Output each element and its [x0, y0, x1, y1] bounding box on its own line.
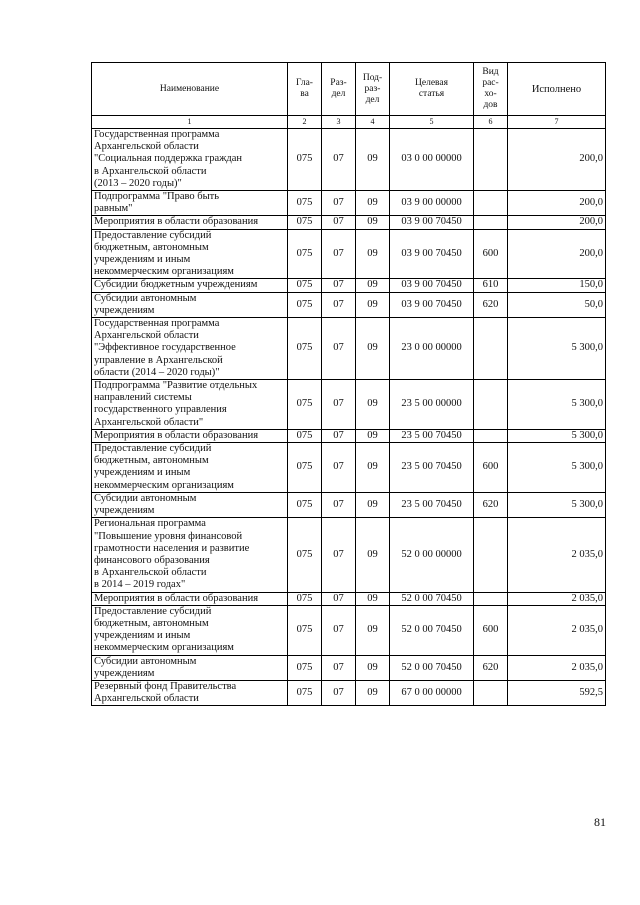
row-razdel: 07	[322, 292, 356, 317]
row-tselevaya-statya: 23 5 00 70450	[390, 492, 474, 517]
row-tselevaya-statya: 03 9 00 70450	[390, 292, 474, 317]
column-number-row	[92, 116, 606, 129]
table-row	[92, 492, 606, 517]
row-razdel: 07	[322, 380, 356, 430]
row-glava: 075	[288, 655, 322, 680]
table-row	[92, 279, 606, 292]
table-row	[92, 292, 606, 317]
column-number: 1	[92, 116, 288, 129]
column-number: 7	[508, 116, 606, 129]
row-vid-rashodov	[474, 518, 508, 592]
row-ispolneno: 200,0	[508, 191, 606, 216]
row-ispolneno: 200,0	[508, 129, 606, 191]
row-tselevaya-statya: 23 5 00 70450	[390, 429, 474, 442]
column-number: 2	[288, 116, 322, 129]
row-name: Субсидии автономным учреждениям	[92, 292, 288, 317]
table-row	[92, 655, 606, 680]
row-vid-rashodov: 600	[474, 229, 508, 279]
row-ispolneno: 5 300,0	[508, 492, 606, 517]
row-ispolneno: 200,0	[508, 216, 606, 229]
row-razdel: 07	[322, 318, 356, 380]
row-podrazdel: 09	[356, 318, 390, 380]
row-vid-rashodov	[474, 429, 508, 442]
row-vid-rashodov	[474, 592, 508, 605]
header-razdel: Раз- дел	[322, 63, 356, 116]
column-number: 4	[356, 116, 390, 129]
row-razdel: 07	[322, 592, 356, 605]
row-glava: 075	[288, 592, 322, 605]
row-glava: 075	[288, 492, 322, 517]
row-ispolneno: 50,0	[508, 292, 606, 317]
row-glava: 075	[288, 129, 322, 191]
row-podrazdel: 09	[356, 492, 390, 517]
row-podrazdel: 09	[356, 592, 390, 605]
row-razdel: 07	[322, 191, 356, 216]
row-glava: 075	[288, 429, 322, 442]
row-name: Субсидии бюджетным учреждениям	[92, 279, 288, 292]
row-tselevaya-statya: 23 0 00 00000	[390, 318, 474, 380]
row-ispolneno: 5 300,0	[508, 380, 606, 430]
row-tselevaya-statya: 52 0 00 70450	[390, 655, 474, 680]
row-tselevaya-statya: 67 0 00 00000	[390, 680, 474, 705]
row-razdel: 07	[322, 129, 356, 191]
row-name: Подпрограмма "Развитие отдельных направлений системы государственного управления Архангельской области"	[92, 380, 288, 430]
row-vid-rashodov: 600	[474, 443, 508, 493]
row-tselevaya-statya: 52 0 00 00000	[390, 518, 474, 592]
row-tselevaya-statya: 23 5 00 70450	[390, 443, 474, 493]
row-name: Мероприятия в области образования	[92, 216, 288, 229]
table-row	[92, 680, 606, 705]
row-name: Подпрограмма "Право быть равным"	[92, 191, 288, 216]
row-podrazdel: 09	[356, 518, 390, 592]
row-glava: 075	[288, 216, 322, 229]
row-razdel: 07	[322, 443, 356, 493]
row-ispolneno: 2 035,0	[508, 655, 606, 680]
row-vid-rashodov	[474, 191, 508, 216]
row-razdel: 07	[322, 229, 356, 279]
row-podrazdel: 09	[356, 380, 390, 430]
row-glava: 075	[288, 518, 322, 592]
row-vid-rashodov: 620	[474, 655, 508, 680]
row-razdel: 07	[322, 429, 356, 442]
header-row	[92, 63, 606, 116]
header-name: Наименование	[92, 63, 288, 116]
row-podrazdel: 09	[356, 229, 390, 279]
row-name: Субсидии автономным учреждениям	[92, 492, 288, 517]
row-razdel: 07	[322, 216, 356, 229]
row-vid-rashodov	[474, 216, 508, 229]
header-ispolneno: Исполнено	[508, 63, 606, 116]
row-name: Региональная программа "Повышение уровня финансовой грамотности населения и развитие финансового образования в Архангельской области в 2014 – 2019 годах"	[92, 518, 288, 592]
row-vid-rashodov: 620	[474, 292, 508, 317]
page-number: 81	[594, 815, 606, 829]
table-row	[92, 229, 606, 279]
row-ispolneno: 5 300,0	[508, 443, 606, 493]
row-name: Мероприятия в области образования	[92, 429, 288, 442]
row-podrazdel: 09	[356, 216, 390, 229]
row-podrazdel: 09	[356, 443, 390, 493]
row-name: Субсидии автономным учреждениям	[92, 655, 288, 680]
table-row	[92, 518, 606, 592]
row-podrazdel: 09	[356, 429, 390, 442]
table-row	[92, 592, 606, 605]
row-vid-rashodov	[474, 380, 508, 430]
row-ispolneno: 2 035,0	[508, 518, 606, 592]
header-glava: Гла- ва	[288, 63, 322, 116]
row-razdel: 07	[322, 680, 356, 705]
header-podrazdel: Под- раз- дел	[356, 63, 390, 116]
column-number: 3	[322, 116, 356, 129]
row-tselevaya-statya: 03 0 00 00000	[390, 129, 474, 191]
row-podrazdel: 09	[356, 655, 390, 680]
row-ispolneno: 200,0	[508, 229, 606, 279]
row-razdel: 07	[322, 605, 356, 655]
row-vid-rashodov	[474, 680, 508, 705]
row-name: Предоставление субсидий бюджетным, автономным учреждениям и иным некоммерческим организациям	[92, 229, 288, 279]
row-podrazdel: 09	[356, 680, 390, 705]
row-name: Мероприятия в области образования	[92, 592, 288, 605]
row-glava: 075	[288, 605, 322, 655]
row-ispolneno: 5 300,0	[508, 429, 606, 442]
row-vid-rashodov: 620	[474, 492, 508, 517]
table-row	[92, 380, 606, 430]
row-vid-rashodov: 610	[474, 279, 508, 292]
row-ispolneno: 2 035,0	[508, 592, 606, 605]
row-name: Предоставление субсидий бюджетным, автономным учреждениям и иным некоммерческим организациям	[92, 605, 288, 655]
row-podrazdel: 09	[356, 129, 390, 191]
row-tselevaya-statya: 23 5 00 00000	[390, 380, 474, 430]
row-podrazdel: 09	[356, 605, 390, 655]
column-number: 5	[390, 116, 474, 129]
row-tselevaya-statya: 03 9 00 70450	[390, 216, 474, 229]
row-podrazdel: 09	[356, 279, 390, 292]
row-podrazdel: 09	[356, 191, 390, 216]
table-row	[92, 605, 606, 655]
row-tselevaya-statya: 03 9 00 70450	[390, 279, 474, 292]
row-ispolneno: 150,0	[508, 279, 606, 292]
row-glava: 075	[288, 279, 322, 292]
row-name: Государственная программа Архангельской области "Социальная поддержка граждан в Архангельской области (2013 – 2020 годы)"	[92, 129, 288, 191]
row-razdel: 07	[322, 492, 356, 517]
row-tselevaya-statya: 52 0 00 70450	[390, 592, 474, 605]
row-tselevaya-statya: 52 0 00 70450	[390, 605, 474, 655]
table-row	[92, 129, 606, 191]
row-razdel: 07	[322, 655, 356, 680]
row-glava: 075	[288, 380, 322, 430]
row-glava: 075	[288, 292, 322, 317]
row-name: Резервный фонд Правительства Архангельской области	[92, 680, 288, 705]
budget-table	[91, 62, 606, 706]
row-glava: 075	[288, 318, 322, 380]
header-vid-rashodov: Вид рас- хо- дов	[474, 63, 508, 116]
row-vid-rashodov: 600	[474, 605, 508, 655]
row-glava: 075	[288, 680, 322, 705]
row-razdel: 07	[322, 518, 356, 592]
row-podrazdel: 09	[356, 292, 390, 317]
row-vid-rashodov	[474, 129, 508, 191]
row-glava: 075	[288, 443, 322, 493]
row-tselevaya-statya: 03 9 00 70450	[390, 229, 474, 279]
table-row	[92, 191, 606, 216]
table-row	[92, 443, 606, 493]
header-tselevaya-statya: Целевая статья	[390, 63, 474, 116]
row-name: Предоставление субсидий бюджетным, автономным учреждениям и иным некоммерческим организациям	[92, 443, 288, 493]
row-glava: 075	[288, 191, 322, 216]
row-razdel: 07	[322, 279, 356, 292]
table-row	[92, 216, 606, 229]
table-row	[92, 318, 606, 380]
column-number: 6	[474, 116, 508, 129]
row-glava: 075	[288, 229, 322, 279]
row-ispolneno: 5 300,0	[508, 318, 606, 380]
row-ispolneno: 592,5	[508, 680, 606, 705]
row-ispolneno: 2 035,0	[508, 605, 606, 655]
row-vid-rashodov	[474, 318, 508, 380]
table-row	[92, 429, 606, 442]
row-tselevaya-statya: 03 9 00 00000	[390, 191, 474, 216]
row-name: Государственная программа Архангельской области "Эффективное государственное управление в Архангельской области (2014 – 2020 годы)"	[92, 318, 288, 380]
table-body	[92, 129, 606, 706]
